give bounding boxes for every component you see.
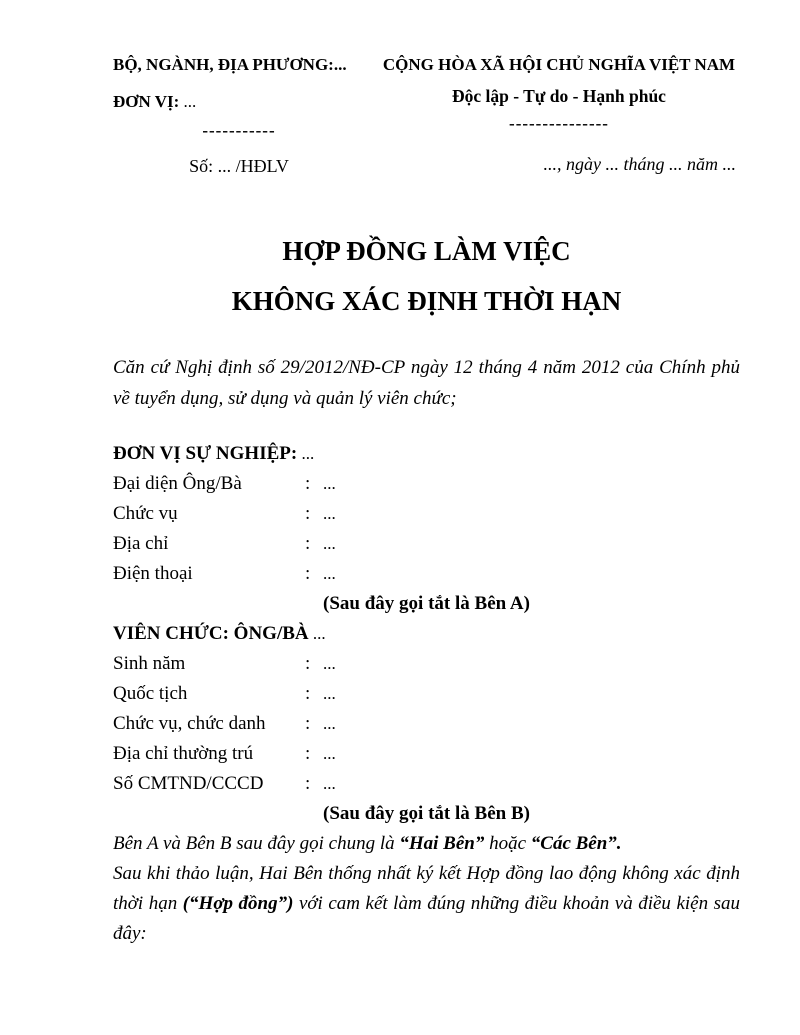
field-value-placeholder: ... xyxy=(323,774,336,793)
field-colon: : xyxy=(305,713,311,734)
agreement-text-post: với cam kết làm đúng những điều khoản và điều kiện sau đây: xyxy=(113,893,740,944)
agreement-text-pre: Sau khi thảo luận, Hai Bên thống nhất ký kết Hợp đồng lao động không xác định thời hạn xyxy=(113,863,740,914)
party-a-heading-label: ĐƠN VỊ SỰ NGHIỆP: xyxy=(113,443,298,464)
field-colon: : xyxy=(305,473,311,494)
field-row-representative xyxy=(113,469,740,499)
field-colon: : xyxy=(305,563,311,584)
field-label: Địa chỉ thường trú xyxy=(113,743,254,764)
contract-number-line: Số: ... /HĐLV xyxy=(189,156,289,176)
field-row-permanent-address xyxy=(113,739,740,769)
party-a-heading xyxy=(113,439,740,469)
ministry-line: BỘ, NGÀNH, ĐỊA PHƯƠNG:... xyxy=(113,55,347,74)
header-right-block xyxy=(378,52,740,177)
unit-placeholder: ... xyxy=(179,92,197,111)
field-row-id-number xyxy=(113,769,740,799)
field-colon: : xyxy=(305,743,311,764)
joint-reference-connector: hoặc xyxy=(484,833,531,854)
field-value-placeholder: ... xyxy=(323,654,336,673)
field-colon: : xyxy=(305,683,311,704)
party-a-heading-placeholder: ... xyxy=(297,444,315,463)
party-b-heading xyxy=(113,619,740,649)
document-header xyxy=(113,52,740,179)
unit-line xyxy=(113,89,365,115)
document-title xyxy=(113,226,740,326)
field-label: Số CMTND/CCCD xyxy=(113,773,264,794)
field-colon: : xyxy=(305,533,311,554)
field-colon: : xyxy=(305,773,311,794)
national-motto-line1: CỘNG HÒA XÃ HỘI CHỦ NGHĨA VIỆT NAM xyxy=(382,55,736,74)
hai-ben-term: “Hai Bên” xyxy=(399,833,485,854)
field-row-title xyxy=(113,709,740,739)
document-title-line1: HỢP ĐỒNG LÀM VIỆC xyxy=(282,236,571,266)
field-row-nationality xyxy=(113,679,740,709)
party-a-alias-note: (Sau đây gọi tắt là Bên A) xyxy=(323,593,530,614)
joint-reference-text: Bên A và Bên B sau đây gọi chung là xyxy=(113,833,400,854)
field-value-placeholder: ... xyxy=(323,744,336,763)
field-label: Điện thoại xyxy=(113,563,193,584)
field-row-address xyxy=(113,529,740,559)
field-colon: : xyxy=(305,503,311,524)
field-row-phone xyxy=(113,559,740,589)
agreement-sentence xyxy=(113,859,740,949)
field-value-placeholder: ... xyxy=(323,534,336,553)
field-value-placeholder: ... xyxy=(323,474,336,493)
field-label: Chức vụ, chức danh xyxy=(113,713,266,734)
header-left-block xyxy=(113,52,365,179)
right-divider-dashes: --------------- xyxy=(509,114,609,133)
unit-label: ĐƠN VỊ: xyxy=(113,92,180,111)
field-label: Đại diện Ông/Bà xyxy=(113,473,242,494)
field-colon: : xyxy=(305,653,311,674)
party-b-alias-note: (Sau đây gọi tắt là Bên B) xyxy=(323,803,530,824)
party-b-heading-label: VIÊN CHỨC: ÔNG/BÀ xyxy=(113,623,309,644)
field-value-placeholder: ... xyxy=(323,714,336,733)
field-label: Sinh năm xyxy=(113,653,186,674)
left-divider-dashes: ----------- xyxy=(202,121,276,140)
field-label: Chức vụ xyxy=(113,503,178,524)
field-row-birth-year xyxy=(113,649,740,679)
joint-reference-sentence xyxy=(113,829,740,859)
field-label: Địa chỉ xyxy=(113,533,169,554)
date-place-line: ..., ngày ... tháng ... năm ... xyxy=(543,154,736,174)
field-label: Quốc tịch xyxy=(113,683,188,704)
party-b-heading-placeholder: ... xyxy=(308,624,326,643)
cac-ben-term: “Các Bên”. xyxy=(530,833,622,854)
parties-section xyxy=(113,439,740,949)
national-motto-line2: Độc lập - Tự do - Hạnh phúc xyxy=(452,86,666,106)
legal-basis-paragraph: Căn cứ Nghị định số 29/2012/NĐ-CP ngày 12 tháng 4 năm 2012 của Chính phủ về tuyển dụng, sử dụng và quản lý viên chức; xyxy=(113,357,740,409)
document-title-line2: KHÔNG XÁC ĐỊNH THỜI HẠN xyxy=(231,286,622,316)
hop-dong-term: (“Hợp đồng”) xyxy=(182,893,294,914)
field-value-placeholder: ... xyxy=(323,684,336,703)
field-value-placeholder: ... xyxy=(323,564,336,583)
field-value-placeholder: ... xyxy=(323,504,336,523)
field-row-position xyxy=(113,499,740,529)
